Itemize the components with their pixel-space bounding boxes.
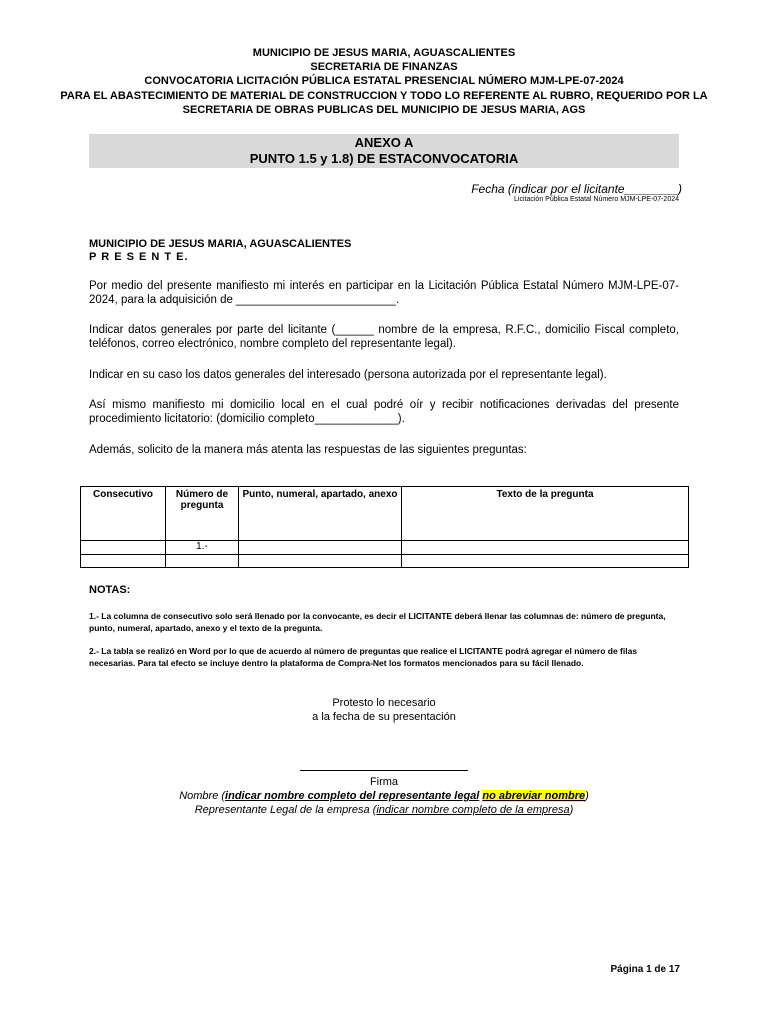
nombre-hint: indicar nombre completo del representante legal (225, 790, 480, 802)
paragraph-domicilio: Así mismo manifiesto mi domicilio local en el cual podré oír y recibir notificaciones derivadas del presente procedimiento licitatorio: (domicilio completo_____________). (89, 399, 679, 425)
paragraph-interes: Por medio del presente manifiesto mi interés en participar en la Licitación Pública Estatal Número MJM-LPE-07-2024, para la adquisición de _________________________. (89, 280, 679, 306)
notas-title: NOTAS: (89, 584, 131, 596)
nombre-prefix: Nombre ( (179, 790, 226, 802)
table-cell (81, 555, 166, 568)
paragraph-preguntas: Además, solicito de la manera más atenta las respuestas de las siguientes preguntas: (89, 444, 527, 456)
licitacion-reference: Licitación Pública Estatal Número MJM-LPE-07-2024 (514, 196, 679, 203)
signature-representante (0, 803, 768, 817)
header-convocatoria: CONVOCATORIA LICITACIÓN PÚBLICA ESTATAL PRESENCIAL NÚMERO MJM-LPE-07-2024 (144, 75, 624, 87)
table-header-punto: Punto, numeral, apartado, anexo (239, 487, 402, 541)
table-cell: 1.- (166, 541, 239, 555)
annex-title-box (89, 134, 679, 168)
signature-nombre (0, 789, 768, 803)
table-cell (239, 541, 402, 555)
table-row (81, 541, 689, 555)
fecha-field: Fecha (indicar por el licitante________) (471, 182, 682, 196)
questions-table (80, 486, 689, 568)
nota-1: 1.- La columna de consecutivo solo será llenado por la convocante, es decir el LICITANTE deberá llenar las columnas de: número de pregunta, punto, numeral, apartado, anexo y el texto de la pregunta. (89, 611, 666, 633)
table-cell (166, 555, 239, 568)
addressee-name: MUNICIPIO DE JESUS MARIA, AGUASCALIENTES (89, 238, 352, 250)
annex-subtitle: PUNTO 1.5 y 1.8) DE ESTACONVOCATORIA (249, 151, 519, 166)
table-cell (239, 555, 402, 568)
table-cell (402, 541, 689, 555)
page-number: Página 1 de 17 (610, 964, 680, 975)
table-cell (402, 555, 689, 568)
paragraph-datos-interesado: Indicar en su caso los datos generales del interesado (persona autorizada por el representante legal). (89, 369, 607, 381)
paragraph-datos-licitante: Indicar datos generales por parte del licitante (______ nombre de la empresa, R.F.C., domicilio Fiscal completo, teléfonos, correo electrónico, nombre completo del representante legal). (89, 324, 679, 350)
nota-2: 2.- La tabla se realizó en Word por lo que de acuerdo al número de preguntas que realice el LICITANTE podrá agregar el número de filas necesarias. Para tal efecto se incluye dentro la plataforma de Compra-Net los formatos mencionados para su fácil llenado. (89, 646, 638, 668)
nombre-suffix: ) (585, 790, 589, 802)
annex-title: ANEXO A (354, 135, 414, 150)
rep-suffix: ) (569, 804, 574, 816)
header-secretaria: SECRETARIA DE FINANZAS (310, 61, 458, 73)
table-header-row (81, 487, 689, 541)
signature-line (300, 770, 468, 771)
rep-hint: indicar nombre completo de la empresa (376, 804, 570, 816)
rep-prefix: Representante Legal de la empresa ( (194, 804, 377, 816)
addressee-presente: P R E S E N T E. (89, 251, 189, 263)
nombre-highlight: no abreviar nombre (482, 790, 586, 802)
header-municipio: MUNICIPIO DE JESUS MARIA, AGUASCALIENTES (252, 47, 516, 59)
header-abastecimiento: PARA EL ABASTECIMIENTO DE MATERIAL DE CONSTRUCCION Y TODO LO REFERENTE AL RUBRO, REQUERIDO POR LA (60, 90, 708, 102)
header-obras-publicas: SECRETARIA DE OBRAS PUBLICAS DEL MUNICIPIO DE JESUS MARIA, AGS (182, 104, 586, 116)
table-header-consecutivo: Consecutivo (81, 487, 166, 541)
closing-protesto: Protesto lo necesario (332, 697, 436, 709)
table-header-texto: Texto de la pregunta (402, 487, 689, 541)
table-row (81, 555, 689, 568)
table-cell (81, 541, 166, 555)
closing-fecha-presentacion: a la fecha de su presentación (312, 711, 456, 723)
table-header-numero: Número de pregunta (166, 487, 239, 541)
signature-firma: Firma (369, 776, 399, 788)
